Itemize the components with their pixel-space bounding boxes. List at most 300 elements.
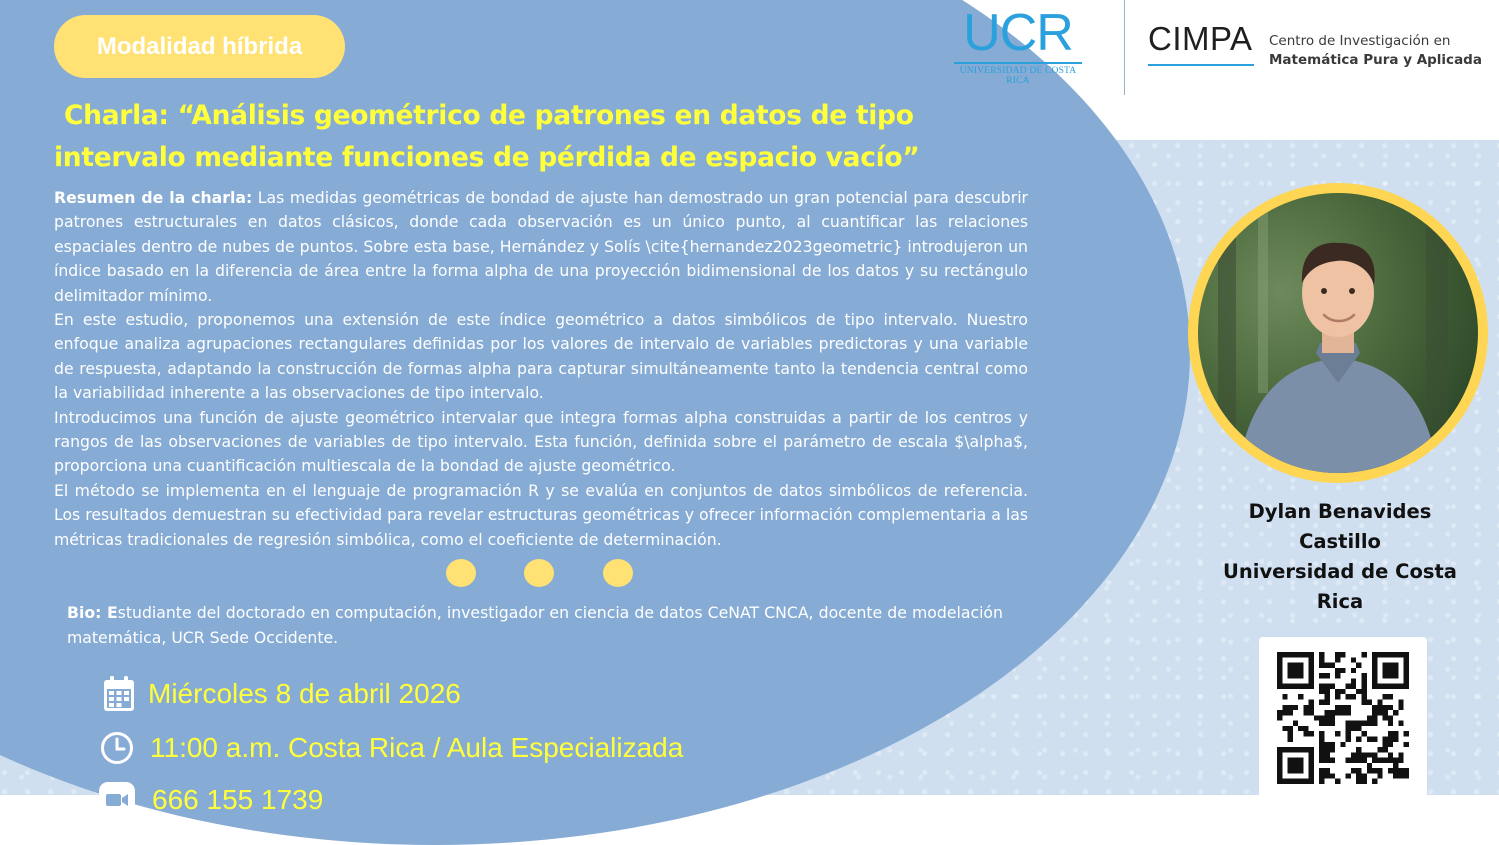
qr-module — [1377, 768, 1382, 773]
qr-module — [1277, 663, 1282, 668]
speaker-name-line1: Dylan Benavides — [1248, 500, 1432, 523]
qr-module — [1340, 689, 1345, 694]
qr-module — [1404, 773, 1409, 778]
decorative-dot — [446, 559, 476, 587]
qr-module — [1372, 673, 1377, 678]
qr-module — [1298, 668, 1303, 673]
qr-module — [1351, 768, 1356, 773]
qr-module — [1293, 768, 1298, 773]
qr-module — [1404, 768, 1409, 773]
qr-module — [1303, 705, 1308, 710]
qr-module — [1398, 768, 1403, 773]
qr-module — [1319, 721, 1324, 726]
qr-module — [1298, 763, 1303, 768]
qr-module — [1383, 736, 1388, 741]
talk-title-line1: Charla: “Análisis geométrico de patrones en datos de tipo — [64, 100, 914, 131]
qr-module — [1277, 668, 1282, 673]
qr-module — [1404, 731, 1409, 736]
qr-module — [1383, 663, 1388, 668]
qr-module — [1319, 736, 1324, 741]
ucr-wordmark: UCR — [963, 4, 1073, 62]
qr-module — [1372, 721, 1377, 726]
qr-module — [1303, 684, 1308, 689]
qr-module — [1288, 673, 1293, 678]
qr-module — [1293, 668, 1298, 673]
modality-badge — [54, 15, 345, 78]
qr-module — [1309, 710, 1314, 715]
qr-module — [1377, 773, 1382, 778]
qr-module — [1356, 747, 1361, 752]
qr-module — [1367, 721, 1372, 726]
qr-module — [1303, 747, 1308, 752]
qr-module — [1388, 721, 1393, 726]
qr-module — [1388, 652, 1393, 657]
qr-module — [1377, 684, 1382, 689]
qr-module — [1335, 694, 1340, 699]
qr-module — [1319, 758, 1324, 763]
qr-module — [1356, 779, 1361, 784]
qr-module — [1319, 689, 1324, 694]
video-camera-icon — [98, 781, 136, 819]
qr-module — [1282, 779, 1287, 784]
qr-module — [1335, 689, 1340, 694]
qr-module — [1282, 694, 1287, 699]
calendar-icon — [102, 675, 136, 713]
qr-module — [1404, 663, 1409, 668]
qr-module — [1383, 742, 1388, 747]
speaker-photo — [1198, 193, 1478, 473]
abstract-text-1: Las medidas geométricas de bondad de ajuste han demostrado un gran potencial para descubrir patrones estructurales en datos clásicos, donde cada observación es un único punto, al cuantificar las relaciones espaciales dentro de nubes de puntos. Sobre esta base, Hernández y Solís \cite{hernandez2023geometric} introdujeron un índice basado en la diferencia de área entre la forma alpha de una proyección bidimensional de los datos y su rectángulo delimitador mínimo. — [54, 188, 1029, 305]
qr-module — [1404, 684, 1409, 689]
qr-module — [1319, 673, 1324, 678]
qr-module — [1319, 773, 1324, 778]
cimpa-wordmark: CIMPA — [1148, 20, 1253, 57]
qr-module — [1356, 773, 1361, 778]
qr-module — [1383, 668, 1388, 673]
qr-module — [1319, 779, 1324, 784]
qr-module — [1346, 731, 1351, 736]
qr-module — [1303, 652, 1308, 657]
qr-module — [1361, 673, 1366, 678]
logo-divider — [1124, 0, 1125, 95]
event-date: Miércoles 8 de abril 2026 — [148, 678, 461, 709]
qr-module — [1288, 710, 1293, 715]
qr-module — [1398, 652, 1403, 657]
qr-module — [1293, 652, 1298, 657]
qr-module — [1335, 731, 1340, 736]
qr-module — [1309, 758, 1314, 763]
qr-module — [1356, 752, 1361, 757]
ucr-logo-rule — [954, 62, 1082, 64]
qr-module — [1293, 673, 1298, 678]
qr-module — [1372, 710, 1377, 715]
qr-module — [1277, 710, 1282, 715]
ucr-logo — [948, 4, 1088, 86]
qr-module — [1372, 652, 1377, 657]
qr-module — [1277, 758, 1282, 763]
qr-module — [1388, 673, 1393, 678]
cimpa-logo — [1148, 20, 1254, 66]
qr-module — [1325, 684, 1330, 689]
qr-module — [1388, 668, 1393, 673]
qr-module — [1346, 758, 1351, 763]
qr-module — [1340, 668, 1345, 673]
qr-module — [1298, 684, 1303, 689]
qr-module — [1325, 752, 1330, 757]
qr-module — [1288, 668, 1293, 673]
qr-module — [1393, 731, 1398, 736]
speaker-affiliation-line1: Universidad de Costa — [1223, 560, 1457, 583]
qr-module — [1367, 763, 1372, 768]
qr-module — [1393, 768, 1398, 773]
event-time-row — [100, 731, 683, 765]
qr-module — [1282, 705, 1287, 710]
qr-module — [1346, 721, 1351, 726]
meeting-id: 666 155 1739 — [152, 784, 324, 815]
qr-module — [1303, 710, 1308, 715]
qr-module — [1298, 652, 1303, 657]
qr-module — [1309, 768, 1314, 773]
qr-module — [1398, 752, 1403, 757]
qr-module — [1335, 710, 1340, 715]
qr-module — [1393, 758, 1398, 763]
qr-module — [1393, 684, 1398, 689]
qr-module — [1277, 715, 1282, 720]
qr-module — [1293, 779, 1298, 784]
qr-module — [1361, 689, 1366, 694]
qr-module — [1293, 747, 1298, 752]
qr-module — [1367, 752, 1372, 757]
speaker-name-line2: Castillo — [1299, 530, 1381, 553]
qr-module — [1293, 763, 1298, 768]
qr-module — [1377, 652, 1382, 657]
qr-module — [1393, 773, 1398, 778]
qr-module — [1398, 700, 1403, 705]
qr-module — [1393, 652, 1398, 657]
qr-module — [1298, 726, 1303, 731]
qr-module — [1277, 673, 1282, 678]
cimpa-subtitle — [1269, 32, 1482, 70]
talk-title-line2: intervalo mediante funciones de pérdida de espacio vacío” — [54, 142, 920, 173]
qr-module — [1388, 663, 1393, 668]
qr-module — [1319, 742, 1324, 747]
qr-module — [1377, 705, 1382, 710]
qr-module — [1383, 694, 1388, 699]
qr-module — [1388, 752, 1393, 757]
qr-module — [1383, 758, 1388, 763]
qr-module — [1356, 736, 1361, 741]
cimpa-subtitle-line1: Centro de Investigación en — [1269, 33, 1451, 49]
speaker-bio — [67, 600, 1003, 650]
qr-module — [1383, 673, 1388, 678]
qr-module — [1388, 715, 1393, 720]
qr-module — [1367, 768, 1372, 773]
qr-module — [1277, 773, 1282, 778]
qr-module — [1367, 715, 1372, 720]
qr-module — [1335, 705, 1340, 710]
qr-module — [1319, 652, 1324, 657]
qr-module — [1351, 684, 1356, 689]
qr-module — [1346, 736, 1351, 741]
qr-code-card — [1259, 637, 1427, 799]
qr-module — [1388, 684, 1393, 689]
qr-module — [1288, 684, 1293, 689]
qr-module — [1340, 705, 1345, 710]
qr-module — [1356, 758, 1361, 763]
qr-module — [1383, 684, 1388, 689]
qr-module — [1361, 773, 1366, 778]
speaker-affiliation-line2: Rica — [1316, 590, 1364, 613]
qr-module — [1303, 779, 1308, 784]
qr-module — [1298, 694, 1303, 699]
qr-module — [1277, 652, 1282, 657]
qr-module — [1319, 752, 1324, 757]
qr-module — [1351, 758, 1356, 763]
qr-module — [1340, 652, 1345, 657]
event-date-row — [102, 675, 461, 713]
qr-module — [1388, 694, 1393, 699]
qr-module — [1367, 700, 1372, 705]
qr-module — [1309, 663, 1314, 668]
qr-module — [1309, 673, 1314, 678]
qr-module — [1346, 726, 1351, 731]
abstract-paragraph-3: Introducimos una función de ajuste geométrico intervalar que integra formas alpha construidas a partir de los centros y rangos de las observaciones de variables de tipo intervalo. Esta función, definida sobre el parámetro de escala $\alpha$, proporciona una cuantificación multiescala de la bondad de ajuste geométrico. — [54, 407, 1028, 476]
qr-module — [1372, 715, 1377, 720]
qr-module — [1293, 758, 1298, 763]
cimpa-logo-rule — [1148, 64, 1254, 66]
qr-module — [1356, 726, 1361, 731]
qr-module — [1377, 700, 1382, 705]
qr-module — [1361, 758, 1366, 763]
qr-module — [1351, 678, 1356, 683]
qr-module — [1351, 657, 1356, 662]
qr-module — [1282, 747, 1287, 752]
qr-module — [1361, 752, 1366, 757]
qr-module — [1330, 710, 1335, 715]
qr-module — [1377, 758, 1382, 763]
qr-module — [1372, 705, 1377, 710]
qr-module — [1330, 663, 1335, 668]
qr-module — [1288, 652, 1293, 657]
qr-module — [1356, 768, 1361, 773]
qr-module — [1372, 678, 1377, 683]
event-time-place: 11:00 a.m. Costa Rica / Aula Especializada — [150, 732, 684, 763]
qr-module — [1325, 663, 1330, 668]
qr-module — [1330, 747, 1335, 752]
qr-module — [1404, 668, 1409, 673]
qr-module — [1309, 763, 1314, 768]
qr-module — [1319, 715, 1324, 720]
qr-module — [1335, 779, 1340, 784]
qr-module — [1309, 700, 1314, 705]
qr-module — [1330, 773, 1335, 778]
qr-module — [1277, 657, 1282, 662]
qr-module — [1277, 763, 1282, 768]
qr-module — [1325, 773, 1330, 778]
qr-module — [1277, 779, 1282, 784]
abstract-label: Resumen de la charla: — [54, 188, 253, 207]
decorative-dot — [524, 559, 554, 587]
qr-module — [1288, 726, 1293, 731]
qr-module — [1319, 700, 1324, 705]
qr-module — [1388, 731, 1393, 736]
qr-module — [1372, 663, 1377, 668]
qr-module — [1393, 673, 1398, 678]
qr-module — [1309, 652, 1314, 657]
qr-module — [1372, 752, 1377, 757]
qr-module — [1282, 684, 1287, 689]
qr-module — [1383, 705, 1388, 710]
qr-module — [1404, 742, 1409, 747]
qr-module — [1383, 747, 1388, 752]
qr-module — [1335, 652, 1340, 657]
qr-module — [1361, 779, 1366, 784]
qr-module — [1277, 752, 1282, 757]
qr-module — [1325, 758, 1330, 763]
qr-module — [1282, 710, 1287, 715]
abstract-paragraph-2: En este estudio, proponemos una extensión de este índice geométrico a datos simbólicos de tipo intervalo. Nuestro enfoque analiza agrupaciones rectangulares definidas por los valores de intervalo de variables predictoras y una variable de respuesta, adaptando la construcción de formas alpha para capturar simultáneamente tanto la tendencia central como la variabilidad inherente a las observaciones de tipo intervalo. — [54, 310, 1028, 403]
abstract-paragraph-4: El método se implementa en el lenguaje de programación R y se evalúa en conjuntos de datos simbólicos de referencia. Los resultados demuestran su efectividad para revelar estructuras geométricas y ofrecer información complementaria a las métricas tradicionales de regresión simbólica, como el coeficiente de determinación. — [54, 480, 1028, 549]
qr-module — [1393, 710, 1398, 715]
qr-module — [1277, 768, 1282, 773]
qr-module — [1325, 689, 1330, 694]
qr-module — [1383, 715, 1388, 720]
qr-module — [1393, 668, 1398, 673]
qr-module — [1309, 747, 1314, 752]
qr-module — [1330, 758, 1335, 763]
qr-module — [1361, 684, 1366, 689]
qr-module — [1330, 721, 1335, 726]
qr-module — [1361, 721, 1366, 726]
modality-badge-label: Modalidad híbrida — [96, 32, 303, 60]
qr-module — [1335, 668, 1340, 673]
qr-module — [1351, 752, 1356, 757]
qr-module — [1325, 768, 1330, 773]
qr-module — [1330, 715, 1335, 720]
qr-module — [1288, 779, 1293, 784]
qr-module — [1340, 710, 1345, 715]
ucr-subtitle: UNIVERSIDAD DE COSTA RICA — [959, 66, 1077, 86]
qr-module — [1372, 758, 1377, 763]
qr-module — [1367, 736, 1372, 741]
qr-module — [1314, 715, 1319, 720]
qr-module — [1398, 773, 1403, 778]
qr-module — [1346, 694, 1351, 699]
qr-module — [1309, 779, 1314, 784]
qr-module — [1293, 663, 1298, 668]
qr-module — [1372, 768, 1377, 773]
qr-module — [1361, 700, 1366, 705]
qr-module — [1383, 710, 1388, 715]
bio-label: Bio: E — [67, 603, 118, 622]
qr-module — [1404, 652, 1409, 657]
qr-module — [1288, 768, 1293, 773]
qr-module — [1330, 684, 1335, 689]
qr-module — [1325, 673, 1330, 678]
qr-module — [1309, 705, 1314, 710]
qr-module — [1293, 705, 1298, 710]
qr-module — [1298, 673, 1303, 678]
qr-module — [1346, 705, 1351, 710]
qr-module — [1398, 721, 1403, 726]
qr-module — [1309, 684, 1314, 689]
qr-module — [1319, 657, 1324, 662]
qr-module — [1335, 673, 1340, 678]
qr-module — [1361, 652, 1366, 657]
qr-module — [1288, 747, 1293, 752]
qr-module — [1356, 663, 1361, 668]
qr-module — [1398, 705, 1403, 710]
qr-module — [1293, 684, 1298, 689]
speaker-photo-frame — [1188, 183, 1488, 483]
clock-icon — [100, 731, 134, 765]
qr-module — [1351, 668, 1356, 673]
qr-module — [1288, 736, 1293, 741]
qr-module — [1309, 668, 1314, 673]
qr-module — [1388, 705, 1393, 710]
qr-module — [1298, 663, 1303, 668]
qr-module — [1298, 768, 1303, 773]
qr-module — [1388, 758, 1393, 763]
qr-module — [1325, 747, 1330, 752]
qr-module — [1325, 694, 1330, 699]
qr-module — [1340, 742, 1345, 747]
qr-module — [1372, 668, 1377, 673]
qr-module — [1388, 742, 1393, 747]
qr-module — [1361, 731, 1366, 736]
qr-module — [1388, 736, 1393, 741]
qr-module — [1309, 731, 1314, 736]
qr-module — [1325, 715, 1330, 720]
qr-module — [1351, 694, 1356, 699]
qr-module — [1346, 684, 1351, 689]
qr-module — [1335, 657, 1340, 662]
qr-module — [1393, 663, 1398, 668]
talk-title — [54, 95, 934, 179]
qr-module — [1377, 747, 1382, 752]
qr-module — [1377, 710, 1382, 715]
qr-module — [1309, 752, 1314, 757]
qr-module — [1288, 663, 1293, 668]
qr-module — [1319, 663, 1324, 668]
qr-module — [1404, 657, 1409, 662]
qr-module — [1298, 747, 1303, 752]
qr-module — [1277, 678, 1282, 683]
qr-module — [1288, 763, 1293, 768]
qr-module — [1298, 758, 1303, 763]
qr-module — [1393, 736, 1398, 741]
qr-module — [1325, 700, 1330, 705]
abstract-paragraph-1 — [54, 186, 1028, 308]
qr-module — [1309, 773, 1314, 778]
decorative-dot — [603, 559, 633, 587]
qr-module — [1277, 684, 1282, 689]
qr-module — [1398, 758, 1403, 763]
qr-module — [1404, 673, 1409, 678]
qr-module — [1388, 768, 1393, 773]
qr-module — [1298, 779, 1303, 784]
qr-module — [1288, 705, 1293, 710]
qr-code[interactable] — [1277, 652, 1409, 784]
qr-module — [1398, 684, 1403, 689]
qr-module — [1319, 768, 1324, 773]
qr-module — [1319, 731, 1324, 736]
qr-module — [1351, 726, 1356, 731]
qr-module — [1372, 736, 1377, 741]
qr-module — [1372, 779, 1377, 784]
qr-module — [1325, 742, 1330, 747]
qr-module — [1404, 678, 1409, 683]
